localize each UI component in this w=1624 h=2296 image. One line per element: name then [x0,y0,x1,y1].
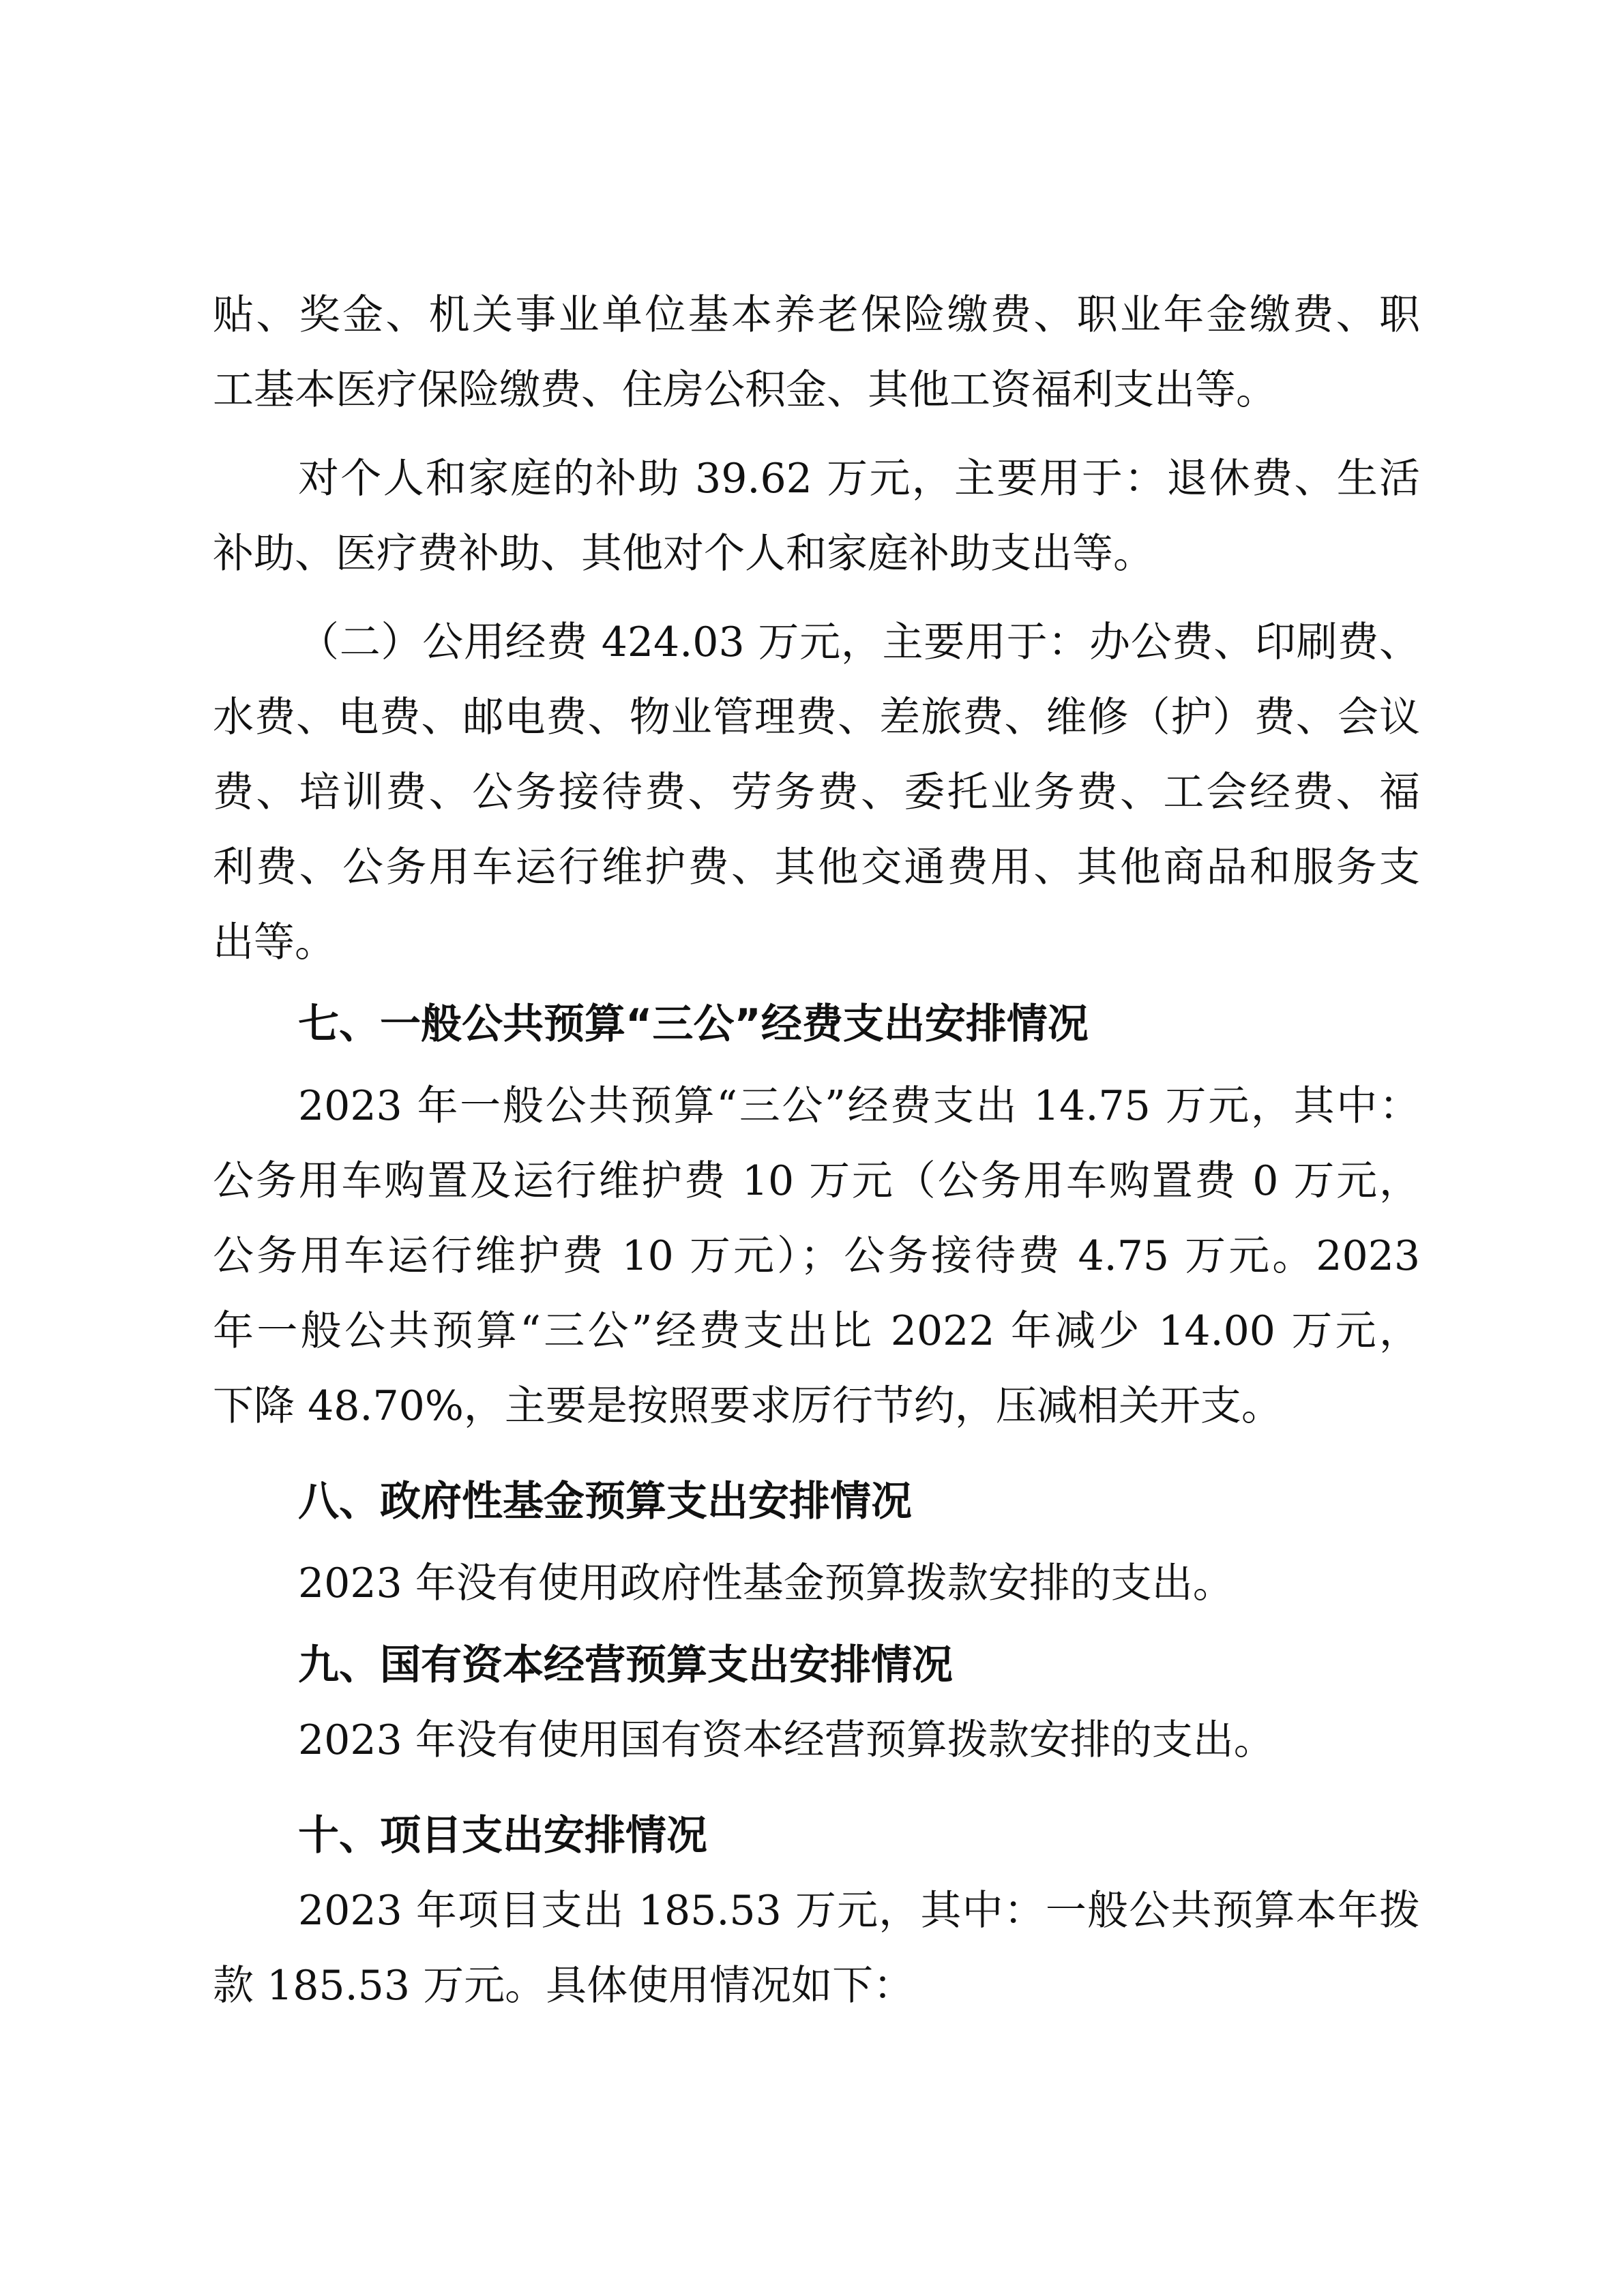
paragraph-line: 对个人和家庭的补助 39.62 万元，主要用于：退休费、生活 [298,455,1420,503]
section-heading: 十、项目支出安排情况 [298,1812,707,1860]
section-heading: 八、政府性基金预算支出安排情况 [298,1478,912,1525]
paragraph-line: 利费、公务用车运行维护费、其他交通费用、其他商品和服务支 [213,844,1420,891]
paragraph-line: 2023 年没有使用政府性基金预算拨款安排的支出。 [298,1560,1234,1607]
paragraph-line: 出等。 [213,919,336,966]
paragraph-line: 2023 年项目支出 185.53 万元，其中：一般公共预算本年拨 [298,1887,1420,1935]
paragraph-line: 工基本医疗保险缴费、住房公积金、其他工资福利支出等。 [213,366,1277,414]
paragraph-line: 补助、医疗费补助、其他对个人和家庭补助支出等。 [213,530,1154,578]
paragraph-line: 2023 年一般公共预算“三公”经费支出 14.75 万元，其中： [298,1082,1420,1130]
paragraph-line: 费、培训费、公务接待费、劳务费、委托业务费、工会经费、福 [213,769,1420,816]
paragraph-line: 水费、电费、邮电费、物业管理费、差旅费、维修（护）费、会议 [213,694,1420,741]
paragraph-line: 公务用车运行维护费 10 万元）；公务接待费 4.75 万元。2023 [213,1232,1420,1280]
paragraph-line: 年一般公共预算“三公”经费支出比 2022 年减少 14.00 万元， [213,1307,1420,1355]
paragraph-line: 公务用车购置及运行维护费 10 万元（公务用车购置费 0 万元， [213,1157,1420,1205]
section-heading: 七、一般公共预算“三公”经费支出安排情况 [298,1000,1089,1048]
paragraph-line: 2023 年没有使用国有资本经营预算拨款安排的支出。 [298,1716,1275,1764]
section-heading: 九、国有资本经营预算支出安排情况 [298,1641,953,1689]
paragraph-line: 贴、奖金、机关事业单位基本养老保险缴费、职业年金缴费、职 [213,291,1420,339]
paragraph-line: 款 185.53 万元。具体使用情况如下： [213,1962,915,2010]
paragraph-line: （二）公用经费 424.03 万元，主要用于：办公费、印刷费、 [298,618,1420,666]
paragraph-line: 下降 48.70%，主要是按照要求厉行节约，压减相关开支。 [213,1382,1282,1430]
